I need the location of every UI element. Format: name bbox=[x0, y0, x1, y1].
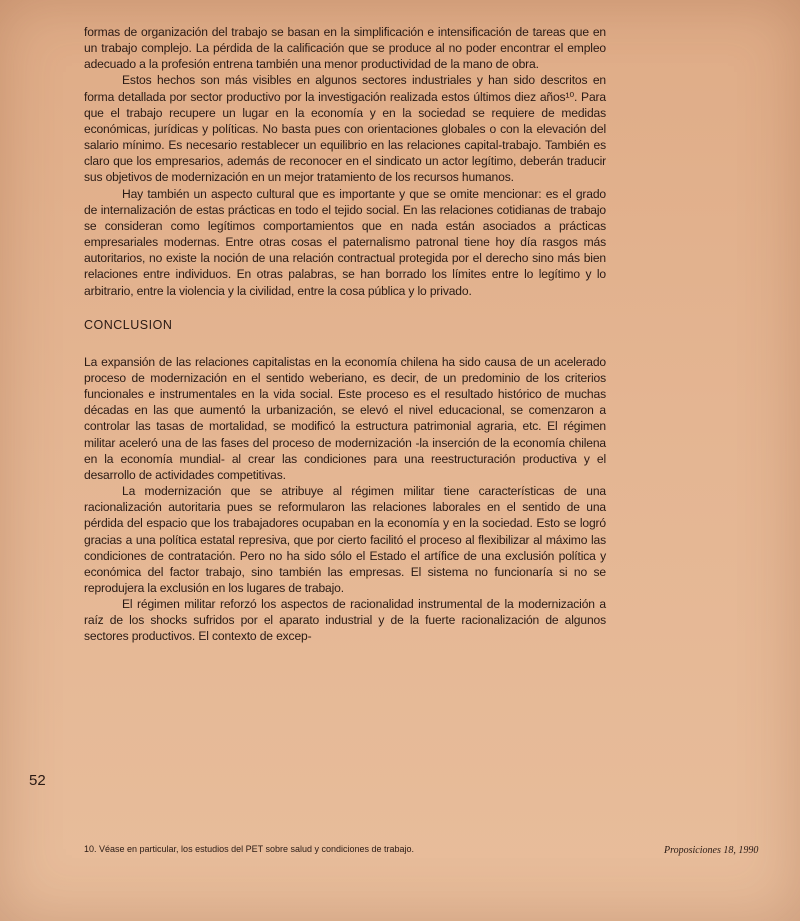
paragraph: Estos hechos son más visibles en algunos sectores industriales y han sido descritos en forma detallada por sector productivo por la investigación realizada estos últimos diez años¹⁰. Para que el trabajo recupere un lugar en la economía y en la sociedad se requiere de medidas económicas, jurídicas y políticas. No basta pues con orientaciones globales o con la elevación del salario mínimo. Es necesario restablecer un equilibrio en las relaciones capital-trabajo. También es claro que los empresarios, además de reconocer en el sindicato un actor legítimo, deberán traducir sus objetivos de modernización en un mejor tratamiento de los recursos humanos. bbox=[84, 73, 606, 185]
page-number: 52 bbox=[29, 772, 46, 789]
footnote: 10. Véase en particular, los estudios del PET sobre salud y condiciones de trabajo. bbox=[84, 844, 415, 854]
body-text bbox=[84, 24, 606, 645]
section-heading: CONCLUSION bbox=[84, 317, 173, 332]
paragraph: La expansión de las relaciones capitalistas en la economía chilena ha sido causa de un acelerado proceso de modernización en el sentido weberiano, es decir, de un predominio de los criterios funcionales e instrumentales en la vida social. Este proceso es el resultado histórico de muchas décadas en las que aumentó la urbanización, se elevó el nivel educacional, se comenzaron a controlar las tasas de mortalidad, se modificó la estructura patrimonial agraria, etc. El régimen militar aceleró una de las fases del proceso de modernización -la inserción de la economía chilena en la economía mundial- al crear las condiciones para una reestructuración productiva y el desarrollo de actividades competitivas. bbox=[84, 354, 606, 482]
paragraph: Hay también un aspecto cultural que es importante y que se omite mencionar: es el grado de internalización de estas prácticas en todo el tejido social. En las relaciones cotidianas de trabajo se consideran como legítimos comportamientos que en nada están asociados a prácticas empresariales modernas. Entre otras cosas el paternalismo patronal tiene hoy día rasgos más autoritarios, no existe la noción de una relación contractual protegida por el derecho sino más bien relaciones entre individuos. En otras palabras, se han borrado los límites entre lo legítimo y lo arbitrario, entre la violencia y la civilidad, entre la cosa pública y lo privado. bbox=[84, 186, 606, 298]
paragraph: La modernización que se atribuye al régimen militar tiene características de una racionalización autoritaria pues se reformularon las relaciones laborales en el sentido de una pérdida del espacio que los trabajadores ocupaban en la economía y en la sociedad. Esto se logró gracias a una política estatal represiva, que por cierto facilitó el proceso al flexibilizar al máximo las condiciones de contratación. Pero no ha sido sólo el Estado el artífice de una exclusión política y económica del factor trabajo, sino también las empresas. El sistema no funcionaría si no se reprodujera la exclusión en los lugares de trabajo. bbox=[84, 484, 606, 595]
paragraph: formas de organización del trabajo se basan en la simplificación e intensificación de tareas que en un trabajo complejo. La pérdida de la calificación que se produce al no poder encontrar el empleo adecuado a la profesión entrena también una menor productividad de la mano de obra. bbox=[84, 25, 606, 72]
paragraph: El régimen militar reforzó los aspectos de racionalidad instrumental de la modernización a raíz de los shocks sufridos por el aparato industrial y de la fuerte racionalización de algunos sectores productivos. El contexto de excep- bbox=[84, 597, 606, 644]
journal-footer: Proposiciones 18, 1990 bbox=[664, 845, 759, 856]
